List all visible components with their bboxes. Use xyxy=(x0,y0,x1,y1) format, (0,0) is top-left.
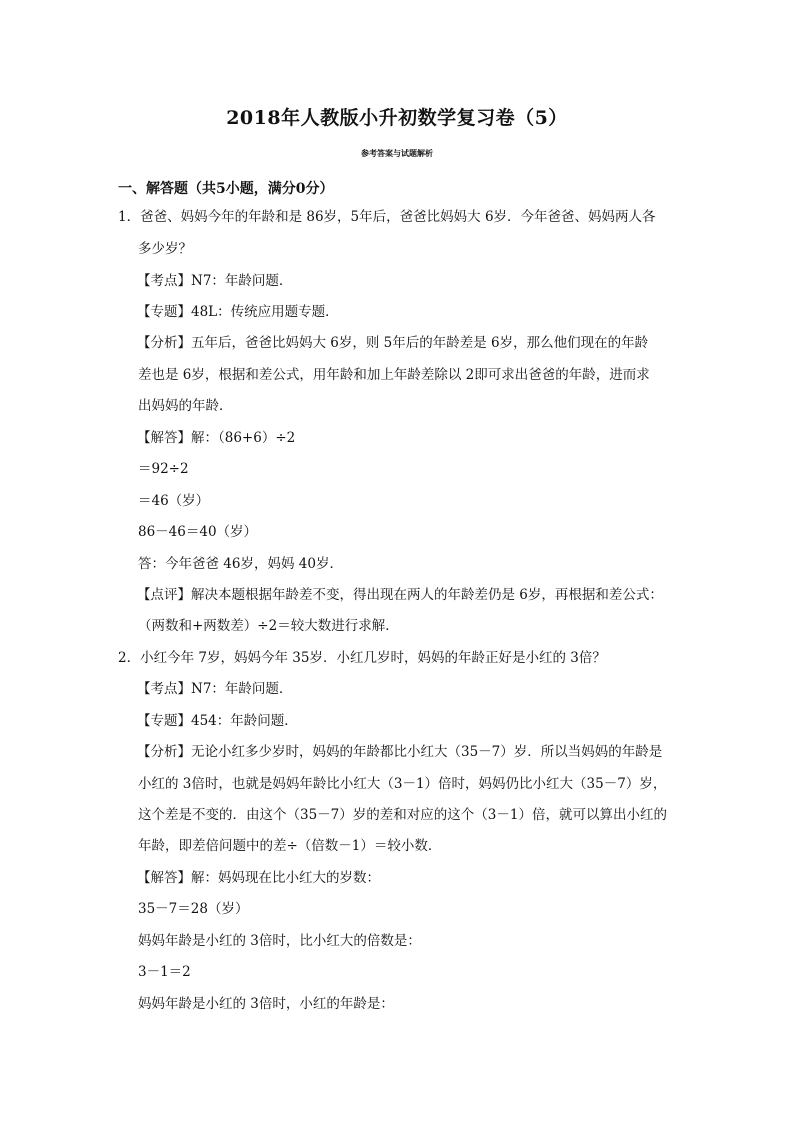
q1-text-line1: 1．爸爸、妈妈今年的年龄和是 86岁，5年后，爸爸比妈妈大 6岁．今年爸爸、妈妈两人各 xyxy=(118,209,656,225)
q1-dianping xyxy=(137,586,663,604)
q1-fenxi-line3: 出妈妈的年龄． xyxy=(138,398,233,414)
q2-jieda-line5: 妈妈年龄是小红的 3倍时，小红的年龄是： xyxy=(138,996,394,1012)
q1-dianping-line2: （两数和+两数差）÷2＝较大数进行求解． xyxy=(138,618,399,634)
q1-kaodian-text: N7：年龄问题． xyxy=(191,273,293,289)
q1-jieda xyxy=(137,429,295,447)
q1-fenxi-line2: 差也是 6岁，根据和差公式，用年龄和加上年龄差除以 2即可求出爸爸的年龄，进而求 xyxy=(138,367,650,383)
q1-jieda-line4: 86－46＝40（岁） xyxy=(138,524,258,540)
q2-zhuanti xyxy=(137,712,298,730)
q2-zhuanti-text: 454：年龄问题． xyxy=(191,713,298,729)
q1-jieda-line3: ＝46（岁） xyxy=(138,493,210,509)
q1-kaodian-tag: 【考点】 xyxy=(137,273,191,289)
q1-fenxi xyxy=(137,334,648,352)
q2-kaodian xyxy=(137,680,292,698)
q2-jieda-line3: 妈妈年龄是小红的 3倍时，比小红大的倍数是： xyxy=(138,933,421,949)
q2-jieda-line4: 3－1＝2 xyxy=(138,964,191,980)
q2-fenxi-line1: 无论小红多少岁时，妈妈的年龄都比小红大（35－7）岁．所以当妈妈的年龄是 xyxy=(191,744,663,760)
q2-fenxi-line3: 这个差是不变的．由这个（35－7）岁的差和对应的这个（3－1）倍，就可以算出小红的 xyxy=(138,807,667,823)
section-heading: 一、解答题（共5小题，满分0分） xyxy=(118,181,334,197)
q1-dianping-tag: 【点评】 xyxy=(137,587,191,603)
q2-kaodian-tag: 【考点】 xyxy=(137,681,191,697)
q2-fenxi-tag: 【分析】 xyxy=(137,744,191,760)
q2-fenxi-line2: 小红的 3倍时，也就是妈妈年龄比小红大（3－1）倍时，妈妈仍比小红大（35－7）岁， xyxy=(138,776,667,792)
q1-jieda-line2: ＝92÷2 xyxy=(138,461,189,477)
q1-zhuanti xyxy=(137,303,339,321)
q2-zhuanti-tag: 【专题】 xyxy=(137,713,191,729)
page-subtitle: 参考答案与试题解析 xyxy=(361,148,433,158)
q2-jieda-line1: 解：妈妈现在比小红大的岁数： xyxy=(191,870,380,886)
q2-text-line1: 2．小红今年 7岁，妈妈今年 35岁．小红几岁时，妈妈的年龄正好是小红的 3倍？ xyxy=(118,650,606,666)
q1-jieda-line1: 解：（86+6）÷2 xyxy=(191,430,296,446)
q1-jieda-tag: 【解答】 xyxy=(137,430,191,446)
page-title: 2018年人教版小升初数学复习卷（5） xyxy=(226,107,568,129)
q1-text-line2: 多少岁？ xyxy=(138,241,192,257)
q2-jieda xyxy=(137,869,380,887)
q2-jieda-tag: 【解答】 xyxy=(137,870,191,886)
q2-fenxi xyxy=(137,743,662,761)
q2-jieda-line2: 35－7＝28（岁） xyxy=(138,901,249,917)
q1-jieda-line5: 答：今年爸爸 46岁，妈妈 40岁． xyxy=(138,556,343,572)
q1-zhuanti-tag: 【专题】 xyxy=(137,304,191,320)
q1-fenxi-line1: 五年后，爸爸比妈妈大 6岁，则 5年后的年龄差是 6岁，那么他们现在的年龄 xyxy=(191,335,649,351)
q1-fenxi-tag: 【分析】 xyxy=(137,335,191,351)
q2-fenxi-line4: 年龄，即差倍问题中的差÷（倍数－1）＝较小数． xyxy=(138,838,442,854)
q1-zhuanti-text: 48L：传统应用题专题． xyxy=(191,304,339,320)
q1-kaodian xyxy=(137,272,292,290)
q1-dianping-line1: 解决本题根据年龄差不变，得出现在两人的年龄差仍是 6岁，再根据和差公式： xyxy=(191,587,663,603)
q2-kaodian-text: N7：年龄问题． xyxy=(191,681,293,697)
